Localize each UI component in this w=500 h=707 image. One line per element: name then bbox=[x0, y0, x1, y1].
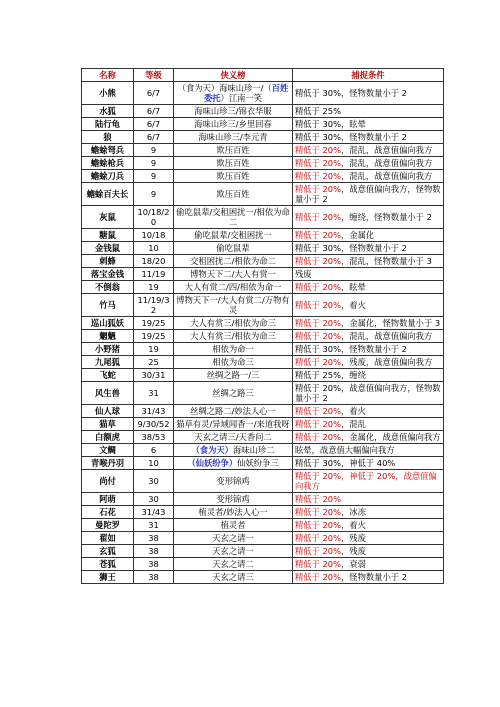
condition-text: 精低于 20% bbox=[295, 432, 341, 442]
cell-name: 灰鼠 bbox=[82, 206, 134, 229]
cell-name: 翟如 bbox=[82, 532, 134, 545]
condition-text: 精低于 20% bbox=[295, 419, 341, 429]
condition-text: 精低于 20% bbox=[295, 256, 341, 266]
cell-condition bbox=[293, 571, 444, 584]
quest-text: 天玄之请三 bbox=[212, 572, 254, 582]
table-row bbox=[82, 431, 444, 444]
cell-quest bbox=[174, 183, 293, 206]
cell-condition bbox=[293, 229, 444, 242]
cell-quest bbox=[174, 519, 293, 532]
condition-text: ，战意值偏向我方，怪物数量小于 2 bbox=[295, 184, 441, 204]
cell-quest bbox=[174, 105, 293, 118]
quest-text: 博物天下二/大人有赏一 bbox=[190, 269, 276, 279]
cell-quest bbox=[174, 356, 293, 369]
cell-condition bbox=[293, 330, 444, 343]
cell-quest bbox=[174, 268, 293, 281]
condition-text: ，混乱，战意值偏向我方 bbox=[340, 331, 433, 341]
quest-text: 天玄之请一 bbox=[212, 546, 254, 556]
header-level: 等级 bbox=[134, 69, 174, 82]
condition-text: 精低于 20% bbox=[295, 546, 341, 556]
cell-quest bbox=[174, 343, 293, 356]
cell-condition bbox=[293, 519, 444, 532]
cell-level: 9/30/52 bbox=[134, 418, 174, 431]
cell-condition bbox=[293, 506, 444, 519]
cell-level: 9 bbox=[134, 157, 174, 170]
cell-name: 石花 bbox=[82, 506, 134, 519]
cell-level: 10 bbox=[134, 457, 174, 470]
condition-text: 精低于 20% bbox=[295, 318, 341, 328]
table-row bbox=[82, 268, 444, 281]
table-row bbox=[82, 118, 444, 131]
table-row bbox=[82, 356, 444, 369]
quest-text: 欺压百姓 bbox=[216, 145, 250, 155]
cell-quest bbox=[174, 157, 293, 170]
condition-text: 精低于 30%，怪物数量小于 2 bbox=[295, 88, 407, 98]
cell-condition bbox=[293, 356, 444, 369]
cell-name: 狮王 bbox=[82, 571, 134, 584]
cell-level: 18/20 bbox=[134, 255, 174, 268]
cell-level: 9 bbox=[134, 144, 174, 157]
condition-text: 精低于 25% bbox=[295, 106, 341, 116]
cell-name: 文鲷 bbox=[82, 444, 134, 457]
condition-text: 精低于 20% bbox=[295, 230, 341, 240]
condition-text: ，衰弱 bbox=[340, 559, 366, 569]
condition-text: 精低于 20% bbox=[295, 572, 341, 582]
cell-level: 31/43 bbox=[134, 506, 174, 519]
quest-text: 丝绸之路三 bbox=[212, 388, 254, 398]
table-row bbox=[82, 294, 444, 317]
cell-level: 38/53 bbox=[134, 431, 174, 444]
table-row bbox=[82, 405, 444, 418]
table-header-row bbox=[82, 69, 444, 82]
condition-text: 精低于 20% bbox=[295, 331, 341, 341]
cell-condition bbox=[293, 431, 444, 444]
table-row bbox=[82, 532, 444, 545]
cell-condition bbox=[293, 242, 444, 255]
condition-text: 精低于 20% bbox=[295, 300, 341, 310]
cell-level: 6/7 bbox=[134, 118, 174, 131]
quest-text: 大人有赏二/四/相依为命一 bbox=[184, 282, 282, 292]
condition-text: 精低于 20% bbox=[295, 507, 341, 517]
table-row bbox=[82, 255, 444, 268]
table-row bbox=[82, 82, 444, 105]
condition-text: 精低于 20% bbox=[295, 494, 341, 504]
cell-condition bbox=[293, 105, 444, 118]
quest-text: 大人有赏三/相依为命三 bbox=[190, 331, 276, 341]
table-row bbox=[82, 343, 444, 356]
cell-quest bbox=[174, 558, 293, 571]
cell-quest bbox=[174, 317, 293, 330]
cell-level: 9 bbox=[134, 170, 174, 183]
cell-condition bbox=[293, 444, 444, 457]
cell-quest bbox=[174, 493, 293, 506]
cell-name: 蟾蜍枪兵 bbox=[82, 157, 134, 170]
cell-level: 6/7 bbox=[134, 105, 174, 118]
table-row bbox=[82, 157, 444, 170]
table-row bbox=[82, 369, 444, 382]
condition-text: ，金属化 bbox=[340, 230, 375, 240]
quest-text: 偷吃鼠辈/交租困扰一 bbox=[194, 230, 272, 240]
condition-text: 精低于 30%，神低于 40% bbox=[295, 458, 396, 468]
condition-text: 精低于 30%，怪物数量小于 2 bbox=[295, 132, 407, 142]
cell-condition bbox=[293, 470, 444, 493]
cell-level: 38 bbox=[134, 545, 174, 558]
condition-text: 精低于 20%，神低于 20%，战意值偏向我方 bbox=[295, 471, 437, 491]
cell-quest bbox=[174, 405, 293, 418]
condition-text: 精低于 20% bbox=[295, 171, 341, 181]
table-row bbox=[82, 470, 444, 493]
condition-text: 精低于 20% bbox=[295, 184, 341, 194]
condition-text: 眩晕，战意值大幅偏向我方 bbox=[295, 445, 395, 455]
cell-level: 38 bbox=[134, 558, 174, 571]
cell-level: 25 bbox=[134, 356, 174, 369]
cell-level: 30/31 bbox=[134, 369, 174, 382]
table-row bbox=[82, 317, 444, 330]
cell-condition bbox=[293, 369, 444, 382]
cell-quest bbox=[174, 206, 293, 229]
quest-text: 仙妖纷争三 bbox=[237, 458, 279, 468]
cell-condition bbox=[293, 532, 444, 545]
cell-name: 水狐 bbox=[82, 105, 134, 118]
quest-text: 海味山珍三/李元青 bbox=[198, 132, 268, 142]
quest-text: 欺压百姓 bbox=[216, 158, 250, 168]
cell-condition bbox=[293, 457, 444, 470]
quest-text: 植灵者 bbox=[220, 520, 246, 530]
cell-level: 38 bbox=[134, 571, 174, 584]
condition-text: 精低于 20% bbox=[295, 533, 341, 543]
quest-text: ）江南一笑 bbox=[220, 93, 263, 103]
quest-text: （食为天） bbox=[191, 445, 233, 455]
cell-condition bbox=[293, 294, 444, 317]
cell-condition bbox=[293, 206, 444, 229]
table-row bbox=[82, 506, 444, 519]
quest-text: 海味山珍三/乡里回春 bbox=[194, 119, 272, 129]
cell-condition bbox=[293, 255, 444, 268]
condition-text: ，金属化，战意值偏向我方 bbox=[340, 432, 441, 442]
cell-name: 阿萌 bbox=[82, 493, 134, 506]
condition-text: ，混乱，战意值偏向我方 bbox=[340, 158, 433, 168]
cell-name: 刺蜂 bbox=[82, 255, 134, 268]
cell-level: 31 bbox=[134, 382, 174, 405]
table-row bbox=[82, 183, 444, 206]
quest-text: 天玄之请三/天香问二 bbox=[194, 432, 272, 442]
header-condition: 捕捉条件 bbox=[293, 69, 444, 82]
condition-text: ，眩晕 bbox=[340, 282, 366, 292]
condition-text: 精低于 25%，缠绕 bbox=[295, 370, 366, 380]
cell-condition bbox=[293, 170, 444, 183]
cell-quest bbox=[174, 242, 293, 255]
cell-condition bbox=[293, 268, 444, 281]
table-row bbox=[82, 242, 444, 255]
table-row bbox=[82, 493, 444, 506]
cell-level: 11/19 bbox=[134, 268, 174, 281]
cell-name: 蟾蜍弩兵 bbox=[82, 144, 134, 157]
cell-condition bbox=[293, 343, 444, 356]
quest-text: 天玄之请二 bbox=[212, 559, 254, 569]
condition-text: ，残废 bbox=[340, 546, 366, 556]
condition-text: 精低于 30%，眩晕 bbox=[295, 119, 366, 129]
cell-quest bbox=[174, 118, 293, 131]
condition-text: ，着火 bbox=[340, 406, 366, 416]
cell-quest bbox=[174, 457, 293, 470]
quest-text: 猫草有灵/异域闻香一/来道我呀 bbox=[176, 419, 290, 429]
condition-text: ，混乱，战意值偏向我方 bbox=[340, 171, 433, 181]
cell-quest bbox=[174, 545, 293, 558]
quest-text: 变形锦鸡 bbox=[216, 494, 250, 504]
condition-text: ，残废 bbox=[340, 533, 366, 543]
cell-name: 小野猪 bbox=[82, 343, 134, 356]
cell-name: 巡山狐妖 bbox=[82, 317, 134, 330]
table-row bbox=[82, 330, 444, 343]
cell-name: 苍狐 bbox=[82, 558, 134, 571]
cell-name: 不倒翁 bbox=[82, 281, 134, 294]
cell-name: 落宝金钱 bbox=[82, 268, 134, 281]
cell-quest bbox=[174, 532, 293, 545]
condition-text: 精低于 30%，怪物数量小于 2 bbox=[295, 243, 407, 253]
cell-quest bbox=[174, 170, 293, 183]
cell-level: 31/43 bbox=[134, 405, 174, 418]
quest-text: 偷吃鼠辈 bbox=[216, 243, 250, 253]
cell-condition bbox=[293, 118, 444, 131]
cell-name: 白额虎 bbox=[82, 431, 134, 444]
cell-condition bbox=[293, 382, 444, 405]
cell-level: 38 bbox=[134, 532, 174, 545]
quest-text: 欺压百姓 bbox=[216, 189, 250, 199]
cell-name: 小熊 bbox=[82, 82, 134, 105]
condition-text: 精低于 20% bbox=[295, 282, 341, 292]
cell-quest bbox=[174, 229, 293, 242]
cell-quest bbox=[174, 571, 293, 584]
cell-level: 30 bbox=[134, 493, 174, 506]
cell-level: 6/7 bbox=[134, 82, 174, 105]
condition-text: 精低于 20% bbox=[295, 520, 341, 530]
quest-text: 博物天下一/大人有赏二/万物有灵 bbox=[176, 295, 290, 315]
header-name: 名称 bbox=[82, 69, 134, 82]
cell-level: 6/7 bbox=[134, 131, 174, 144]
cell-quest bbox=[174, 255, 293, 268]
quest-text: 大人有赏三/相依为命三 bbox=[190, 318, 276, 328]
quest-text: 偷吃鼠辈/交租困扰一/相依为命二 bbox=[176, 207, 290, 227]
table-row bbox=[82, 105, 444, 118]
capture-conditions-table bbox=[81, 68, 444, 584]
cell-quest bbox=[174, 382, 293, 405]
condition-text: ，着火 bbox=[340, 300, 366, 310]
condition-text: ，混乱，怪物数量小于 3 bbox=[340, 256, 432, 266]
quest-text: 变形锦鸡 bbox=[216, 476, 250, 486]
condition-text: ，残废，战意值偏向我方 bbox=[340, 357, 433, 367]
cell-quest bbox=[174, 294, 293, 317]
cell-condition bbox=[293, 493, 444, 506]
cell-condition bbox=[293, 82, 444, 105]
cell-level: 9 bbox=[134, 183, 174, 206]
cell-quest bbox=[174, 131, 293, 144]
table-row bbox=[82, 170, 444, 183]
quest-text: （仙妖纷争） bbox=[187, 458, 238, 468]
cell-name: 糖鼠 bbox=[82, 229, 134, 242]
quest-text: （食为天）海味山珍一/（ bbox=[177, 83, 272, 93]
quest-text: 天玄之请一 bbox=[212, 533, 254, 543]
cell-quest bbox=[174, 330, 293, 343]
cell-quest bbox=[174, 470, 293, 493]
cell-quest bbox=[174, 369, 293, 382]
cell-condition bbox=[293, 317, 444, 330]
condition-text: 精低于 20% bbox=[295, 158, 341, 168]
cell-name: 尚付 bbox=[82, 470, 134, 493]
condition-text: 精低于 20% bbox=[295, 406, 341, 416]
table-row bbox=[82, 457, 444, 470]
cell-name: 陆行龟 bbox=[82, 118, 134, 131]
table-row bbox=[82, 418, 444, 431]
cell-condition bbox=[293, 157, 444, 170]
header-quest: 侠义榜 bbox=[174, 69, 293, 82]
table-row bbox=[82, 519, 444, 532]
table-row bbox=[82, 571, 444, 584]
condition-text: ，着火 bbox=[340, 520, 366, 530]
cell-name: 青喉丹羽 bbox=[82, 457, 134, 470]
cell-condition bbox=[293, 545, 444, 558]
quest-text: 相依为命一 bbox=[212, 344, 254, 354]
condition-text: ，混乱，战意值偏向我方 bbox=[340, 145, 433, 155]
cell-name: 蟾蜍百夫长 bbox=[82, 183, 134, 206]
cell-level: 19/25 bbox=[134, 317, 174, 330]
cell-condition bbox=[293, 405, 444, 418]
condition-text: ，冰冻 bbox=[340, 507, 366, 517]
condition-text: 精低于 20% bbox=[295, 357, 341, 367]
cell-level: 31 bbox=[134, 519, 174, 532]
cell-condition bbox=[293, 418, 444, 431]
cell-name: 金钱鼠 bbox=[82, 242, 134, 255]
condition-text: 残废 bbox=[295, 269, 312, 279]
quest-text: 丝绸之路二/妙法人心一 bbox=[190, 406, 276, 416]
cell-name: 风生兽 bbox=[82, 382, 134, 405]
cell-name: 九尾狐 bbox=[82, 356, 134, 369]
quest-text: 相依为命三 bbox=[212, 357, 254, 367]
cell-quest bbox=[174, 444, 293, 457]
table-row bbox=[82, 144, 444, 157]
cell-condition bbox=[293, 183, 444, 206]
cell-condition bbox=[293, 281, 444, 294]
condition-text: ，混乱 bbox=[340, 419, 366, 429]
condition-text: ，怪物数量小于 2 bbox=[340, 572, 407, 582]
cell-name: 魍魉 bbox=[82, 330, 134, 343]
cell-level: 30 bbox=[134, 470, 174, 493]
condition-text: 精低于 20% bbox=[295, 145, 341, 155]
cell-name: 猫草 bbox=[82, 418, 134, 431]
condition-text: 精低于 20% bbox=[295, 559, 341, 569]
quest-text: 丝绸之路一/三 bbox=[206, 370, 260, 380]
cell-level: 10 bbox=[134, 242, 174, 255]
table-row bbox=[82, 281, 444, 294]
cell-level: 10/18/20 bbox=[134, 206, 174, 229]
cell-name: 蟾蜍刀兵 bbox=[82, 170, 134, 183]
cell-quest bbox=[174, 144, 293, 157]
table-row bbox=[82, 131, 444, 144]
cell-name: 狼 bbox=[82, 131, 134, 144]
cell-condition bbox=[293, 131, 444, 144]
cell-name: 仙人球 bbox=[82, 405, 134, 418]
quest-text: 交租困扰二/相依为命二 bbox=[190, 256, 276, 266]
cell-quest bbox=[174, 82, 293, 105]
condition-text: ，缠绕，怪物数量小于 2 bbox=[340, 212, 432, 222]
cell-name: 曼陀罗 bbox=[82, 519, 134, 532]
table-row bbox=[82, 229, 444, 242]
table-row bbox=[82, 558, 444, 571]
table-row bbox=[82, 206, 444, 229]
cell-level: 10/18 bbox=[134, 229, 174, 242]
condition-text: 精低于 20%，战意值偏向我方，怪物数量小于 2 bbox=[295, 383, 441, 403]
cell-level: 19 bbox=[134, 281, 174, 294]
cell-quest bbox=[174, 418, 293, 431]
quest-text: 百姓委托 bbox=[203, 83, 289, 103]
quest-text: 海味山珍三/锦衣华服 bbox=[194, 106, 272, 116]
table-row bbox=[82, 545, 444, 558]
cell-name: 玄狐 bbox=[82, 545, 134, 558]
table-row bbox=[82, 382, 444, 405]
condition-text: ，金属化，怪物数量小于 3 bbox=[340, 318, 441, 328]
cell-condition bbox=[293, 144, 444, 157]
condition-text: 精低于 20% bbox=[295, 212, 341, 222]
table-row bbox=[82, 444, 444, 457]
cell-level: 19/25 bbox=[134, 330, 174, 343]
cell-name: 飞蛇 bbox=[82, 369, 134, 382]
cell-quest bbox=[174, 431, 293, 444]
cell-condition bbox=[293, 558, 444, 571]
condition-text: 精低于 30%，怪物数量小于 2 bbox=[295, 344, 407, 354]
cell-quest bbox=[174, 281, 293, 294]
cell-level: 19 bbox=[134, 343, 174, 356]
cell-level: 11/19/32 bbox=[134, 294, 174, 317]
quest-text: 植灵者/妙法人心一 bbox=[198, 507, 268, 517]
quest-text: 欺压百姓 bbox=[216, 171, 250, 181]
cell-level: 6 bbox=[134, 444, 174, 457]
cell-name: 竹马 bbox=[82, 294, 134, 317]
cell-quest bbox=[174, 506, 293, 519]
quest-text: 海味山珍二 bbox=[233, 445, 275, 455]
